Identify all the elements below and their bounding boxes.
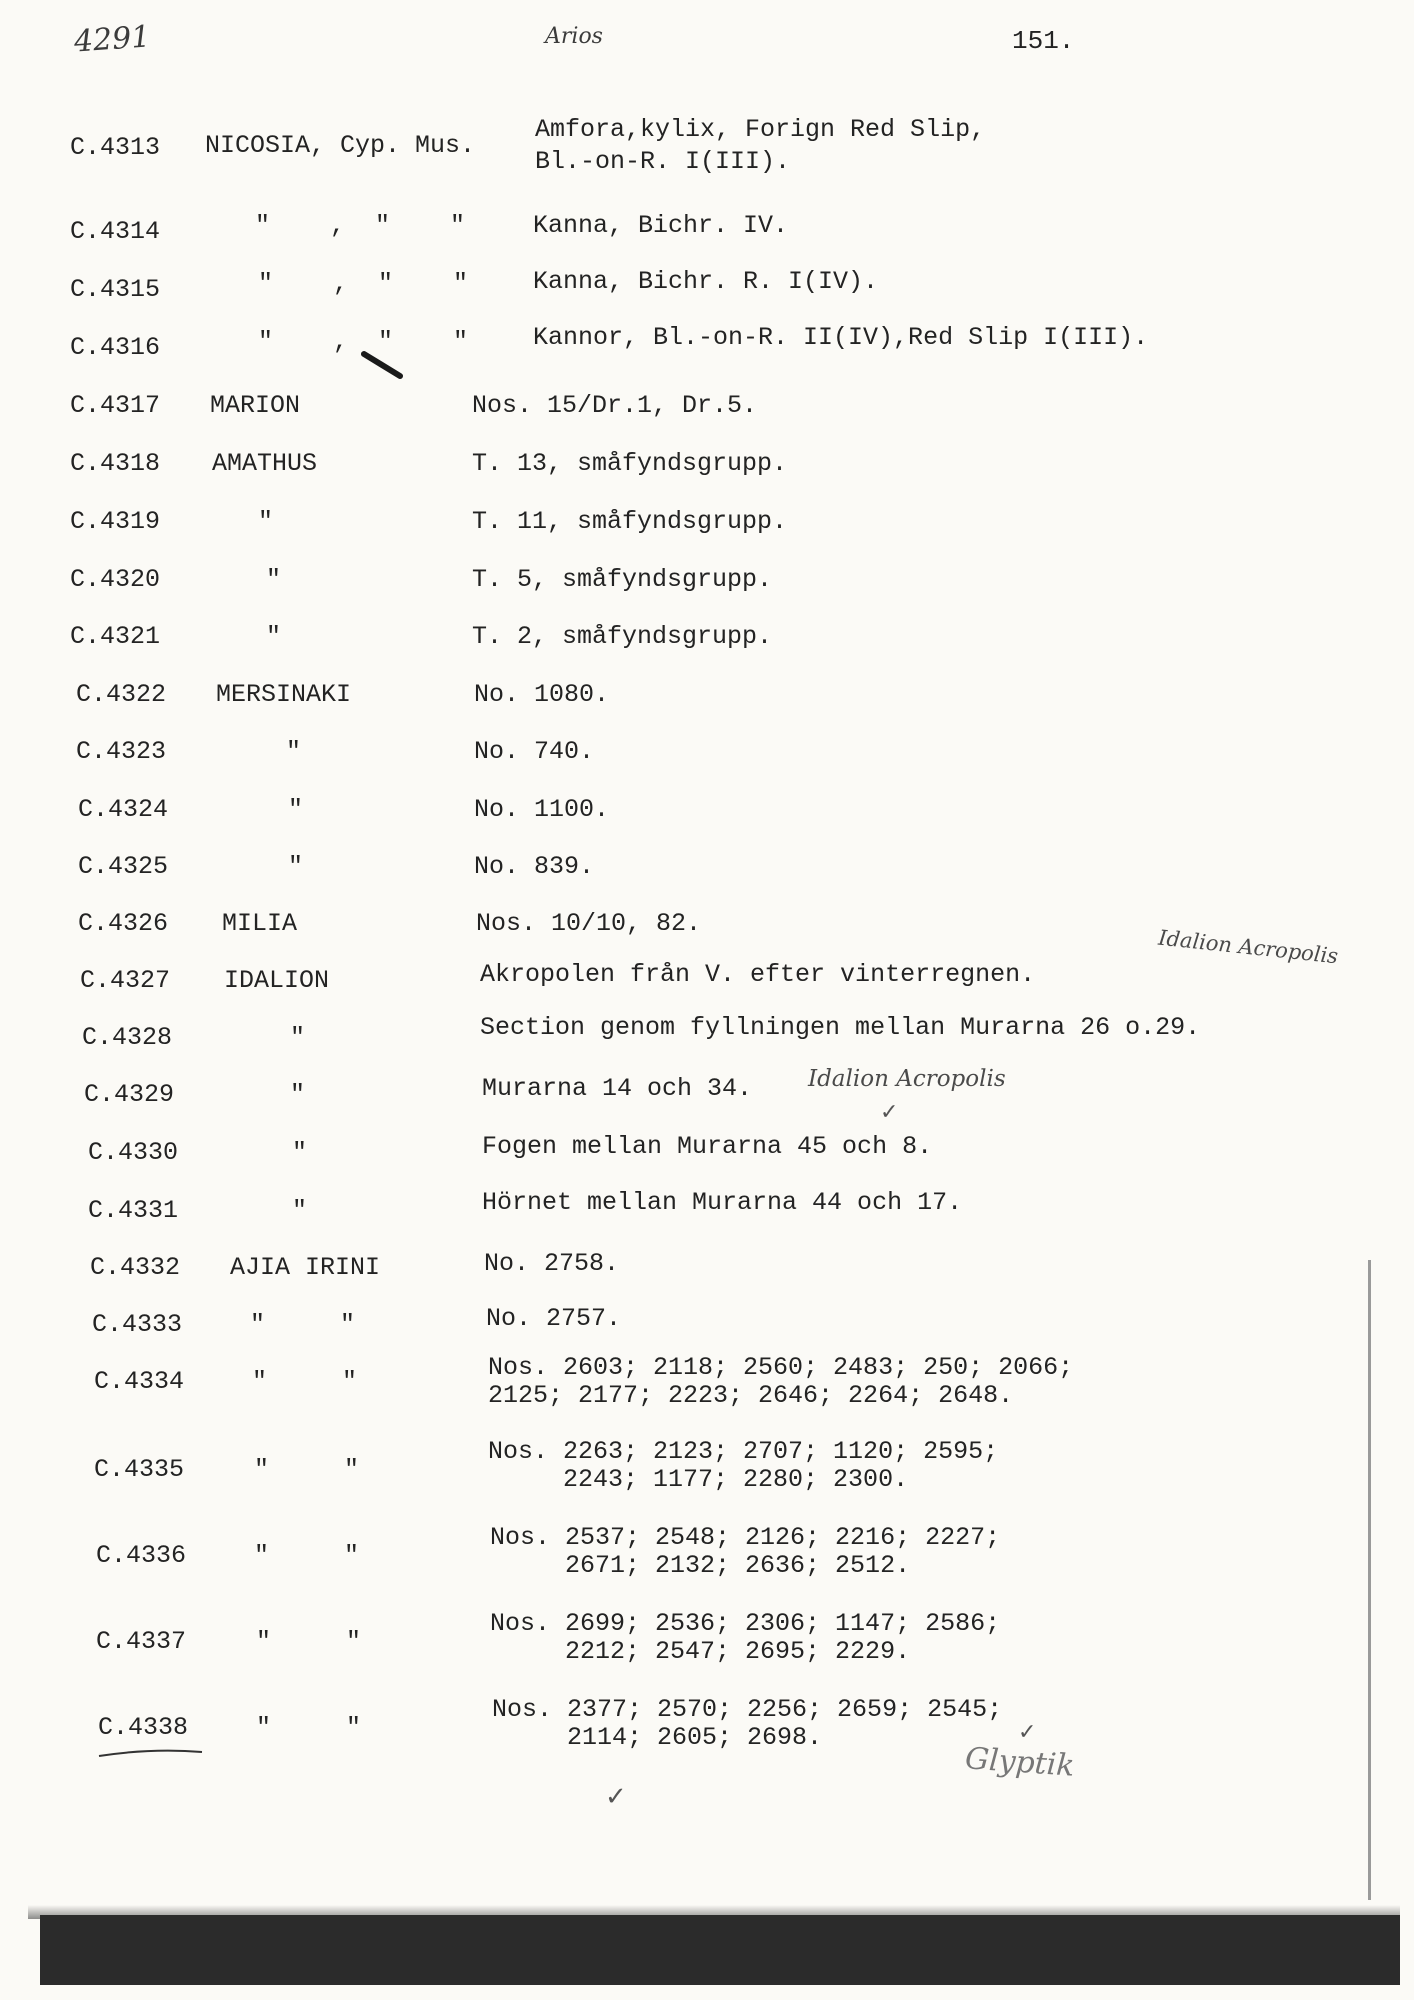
- entry-description: Kanna, Bichr. R. I(IV).: [533, 267, 879, 296]
- entry-description: Nos. 2603; 2118; 2560; 2483; 250; 2066;: [488, 1353, 1074, 1382]
- entry-description-cont: 2125; 2177; 2223; 2646; 2264; 2648.: [488, 1381, 1014, 1410]
- entry-description: Nos. 10/10, 82.: [476, 909, 702, 938]
- entry-id: C.4323: [76, 737, 167, 766]
- page-number: 151.: [1012, 26, 1075, 56]
- entry-site: ": [288, 852, 304, 881]
- entry-description: Kannor, Bl.-on-R. II(IV),Red Slip I(III).: [533, 323, 1149, 352]
- entry-site: ": [258, 507, 274, 536]
- entry-site: " ": [254, 1541, 360, 1570]
- check-mark-icon: ✓: [880, 1100, 899, 1125]
- entry-description: Nos. 2699; 2536; 2306; 1147; 2586;: [490, 1609, 1001, 1638]
- entry-description: No. 2757.: [486, 1304, 622, 1333]
- entry-id: C.4331: [88, 1196, 179, 1225]
- entry-site: IDALION: [224, 966, 330, 995]
- entry-id: C.4326: [78, 909, 169, 938]
- entry-site: " ": [250, 1310, 356, 1339]
- entry-site: ": [288, 795, 304, 824]
- entry-id: C.4334: [94, 1367, 185, 1396]
- entry-description: Hörnet mellan Murarna 44 och 17.: [482, 1188, 963, 1217]
- entry-id: C.4338: [98, 1713, 189, 1742]
- entry-description-cont: 2212; 2547; 2695; 2229.: [490, 1637, 911, 1666]
- entry-id: C.4335: [94, 1455, 185, 1484]
- entry-site: " ": [256, 1713, 362, 1742]
- scan-border: [40, 1915, 1400, 1985]
- entry-site: " ": [254, 1455, 360, 1484]
- entry-site: ": [286, 737, 302, 766]
- entry-id: C.4332: [90, 1253, 181, 1282]
- entry-id: C.4318: [70, 449, 161, 478]
- handwritten-note: Idalion Acropolis: [808, 1066, 1006, 1092]
- entry-description-cont: 2243; 1177; 2280; 2300.: [488, 1465, 909, 1494]
- entry-description: T. 11, småfyndsgrupp.: [472, 507, 788, 536]
- entry-site: " , " ": [258, 327, 469, 356]
- entry-description: No. 839.: [474, 852, 595, 881]
- entry-id: C.4317: [70, 391, 161, 420]
- entry-description: Nos. 15/Dr.1, Dr.5.: [472, 391, 758, 420]
- entry-id: C.4327: [80, 966, 171, 995]
- entry-id: C.4315: [70, 275, 161, 304]
- entry-id: C.4322: [76, 680, 167, 709]
- handwritten-footer-note: Glyptik: [963, 1741, 1076, 1784]
- entry-id: C.4321: [70, 622, 161, 651]
- entry-description: Fogen mellan Murarna 45 och 8.: [482, 1132, 933, 1161]
- entry-id: C.4319: [70, 507, 161, 536]
- entry-id: C.4329: [84, 1080, 175, 1109]
- entry-site: AJIA IRINI: [230, 1253, 381, 1282]
- page-edge: [1368, 1260, 1371, 1900]
- entry-description-cont: 2671; 2132; 2636; 2512.: [490, 1551, 911, 1580]
- entry-id: C.4314: [70, 217, 161, 246]
- entry-site: " , " ": [255, 211, 466, 240]
- check-mark-icon: ✓: [1018, 1720, 1037, 1745]
- entry-description: Section genom fyllningen mellan Murarna 26 o.29.: [480, 1013, 1201, 1042]
- entry-description: Nos. 2263; 2123; 2707; 1120; 2595;: [488, 1437, 999, 1466]
- entry-description: Kanna, Bichr. IV.: [533, 211, 789, 240]
- entry-site: ": [292, 1138, 308, 1167]
- entry-description: T. 5, småfyndsgrupp.: [472, 565, 773, 594]
- entry-description: No. 1080.: [474, 680, 610, 709]
- entry-id: C.4337: [96, 1627, 187, 1656]
- entry-id: C.4328: [82, 1023, 173, 1052]
- entry-id: C.4325: [78, 852, 169, 881]
- handwritten-number: 4291: [72, 19, 152, 60]
- check-mark-icon: ✓: [605, 1782, 627, 1812]
- entry-id: C.4333: [92, 1310, 183, 1339]
- entry-site: ": [292, 1196, 308, 1225]
- entry-description: Nos. 2377; 2570; 2256; 2659; 2545;: [492, 1695, 1003, 1724]
- entry-description: No. 1100.: [474, 795, 610, 824]
- handwritten-note: Idalion Acropolis: [1157, 925, 1340, 969]
- handwritten-place: Arios: [545, 24, 603, 49]
- entry-id: C.4330: [88, 1138, 179, 1167]
- entry-description: Murarna 14 och 34.: [482, 1074, 753, 1103]
- entry-site: " ": [252, 1367, 358, 1396]
- entry-description-cont: Bl.-on-R. I(III).: [535, 147, 791, 176]
- entry-id: C.4324: [78, 795, 169, 824]
- entry-description: T. 2, småfyndsgrupp.: [472, 622, 773, 651]
- entry-site: ": [290, 1023, 306, 1052]
- entry-site: ": [266, 622, 282, 651]
- entry-site: MERSINAKI: [216, 680, 352, 709]
- entry-site: " ": [256, 1627, 362, 1656]
- entry-description: No. 2758.: [484, 1249, 620, 1278]
- entry-description: T. 13, småfyndsgrupp.: [472, 449, 788, 478]
- entry-site: MILIA: [222, 909, 298, 938]
- entry-description-cont: 2114; 2605; 2698.: [492, 1723, 823, 1752]
- entry-site: ": [290, 1080, 306, 1109]
- entry-id: C.4320: [70, 565, 161, 594]
- entry-site: MARION: [210, 391, 301, 420]
- entry-id: C.4316: [70, 333, 161, 362]
- underline-mark: [96, 1746, 206, 1760]
- entry-id: C.4313: [70, 133, 161, 162]
- pen-stroke-mark: [360, 350, 410, 380]
- entry-description: Nos. 2537; 2548; 2126; 2216; 2227;: [490, 1523, 1001, 1552]
- entry-site: ": [266, 565, 282, 594]
- entry-description: Akropolen från V. efter vinterregnen.: [480, 960, 1036, 989]
- entry-site: NICOSIA, Cyp. Mus.: [205, 131, 476, 160]
- entry-description: No. 740.: [474, 737, 595, 766]
- entry-site: AMATHUS: [212, 449, 318, 478]
- entry-description: Amfora,kylix, Forign Red Slip,: [535, 115, 986, 144]
- entry-id: C.4336: [96, 1541, 187, 1570]
- entry-site: " , " ": [258, 269, 469, 298]
